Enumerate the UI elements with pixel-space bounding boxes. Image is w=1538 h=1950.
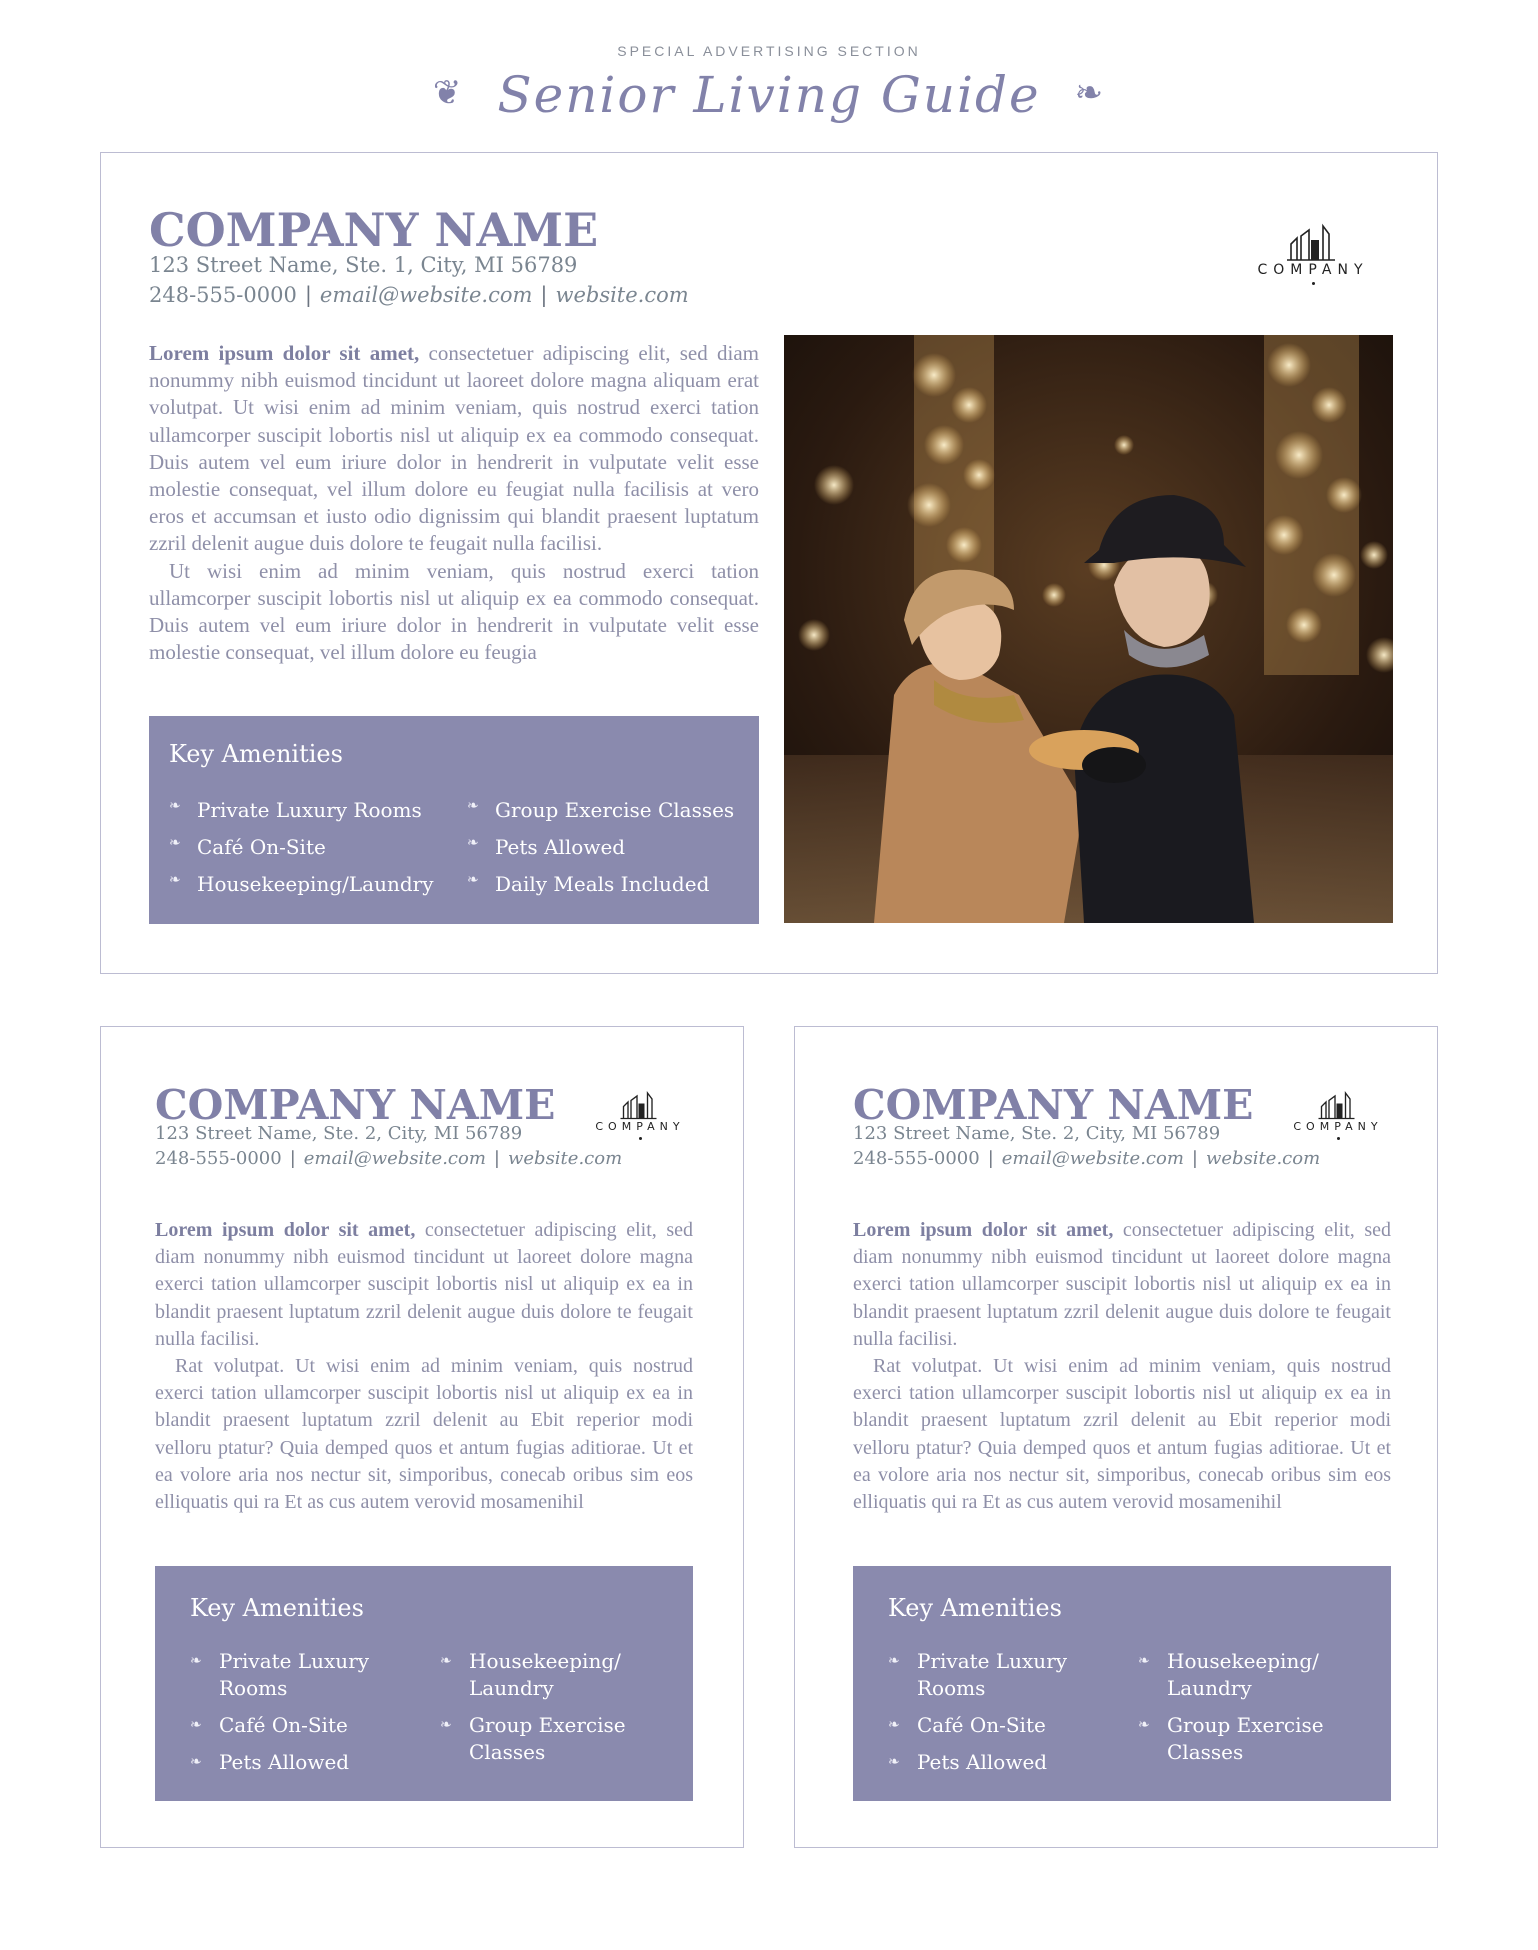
- amenity-item: [190, 1648, 410, 1702]
- bullet-flourish-icon: ❧: [169, 798, 181, 814]
- bl-phone: 248-555-0000: [155, 1148, 282, 1169]
- bl-address: 123 Street Name, Ste. 2, City, MI 56789: [155, 1123, 523, 1144]
- top-address: 123 Street Name, Ste. 1, City, MI 56789: [149, 253, 578, 277]
- top-body-p1-rest: consectetuer adipiscing elit, sed diam nonummy nibh euismod tincidunt ut laoreet dolore magna aliquam erat volutpat. Ut wisi enim ad minim veniam, quis nostrud exerci tation ullamcorper suscipit lobortis nisl ut aliquip ex ea commodo consequat. Duis autem vel eum iriure dolor in hendrerit in vulputate velit esse molestie consequat, vel illum dolore eu feugiat nulla facilisis at vero eros et accumsan et iusto odio dignissim qui blandit praesent luptatum zzril delenit augue duis dolore te feugait nulla facilisi.: [149, 341, 759, 556]
- top-website-link[interactable]: website.com: [555, 283, 689, 307]
- amenity-item: [888, 1749, 1108, 1776]
- amenity-label: Housekeeping/ Laundry: [1167, 1649, 1319, 1700]
- amenity-item: [888, 1712, 1108, 1739]
- top-body-lead: Lorem ipsum dolor sit amet,: [149, 341, 420, 365]
- br-email-link[interactable]: email@website.com: [1001, 1148, 1184, 1169]
- bullet-flourish-icon: ❧: [440, 1717, 452, 1733]
- amenity-item: [169, 798, 459, 835]
- bullet-flourish-icon: ❧: [1138, 1653, 1150, 1669]
- bl-body-p2: Rat volutpat. Ut wisi enim ad minim veniam, quis nostrud exerci tation ullamcorper suscipit lobortis nisl ut aliquip ex ea in blandit praesent luptatum zzril delenit au Ebit reperior modi velloru ptatur? Quia demped quos et antum fugias aditiorae. Ut et ea volore aria nos nectur sit, simporibus, conecab oribus sim eos elliquatis qui ra Et as cus autem verovid mosamenihil: [155, 1355, 693, 1514]
- couple-dancing-photo: [784, 335, 1393, 923]
- br-body-lead: Lorem ipsum dolor sit amet,: [853, 1219, 1114, 1241]
- br-amenities-title: Key Amenities: [888, 1594, 1062, 1622]
- top-company-logo: [1248, 222, 1378, 285]
- bl-amenities-title: Key Amenities: [190, 1594, 364, 1622]
- br-body-text: [853, 1217, 1391, 1516]
- bullet-flourish-icon: ❧: [1138, 1717, 1150, 1733]
- amenity-item: [467, 835, 757, 872]
- top-amenities-col-left: [169, 798, 459, 909]
- amenity-item: [440, 1712, 660, 1766]
- guide-title-text: Senior Living Guide: [497, 66, 1041, 124]
- amenity-label: Café On-Site: [219, 1713, 348, 1737]
- amenity-label: Pets Allowed: [495, 835, 626, 859]
- bullet-flourish-icon: ❧: [467, 798, 479, 814]
- top-amenities-box: [149, 716, 759, 924]
- bullet-flourish-icon: ❧: [888, 1754, 900, 1770]
- amenity-label: Housekeeping/ Laundry: [469, 1649, 621, 1700]
- amenity-item: [1138, 1712, 1358, 1766]
- top-email-link[interactable]: email@website.com: [319, 283, 533, 307]
- logo-dot: [639, 1137, 642, 1140]
- bl-body-lead: Lorem ipsum dolor sit amet,: [155, 1219, 416, 1241]
- amenity-label: Daily Meals Included: [495, 872, 710, 896]
- br-phone: 248-555-0000: [853, 1148, 980, 1169]
- bl-website-link[interactable]: website.com: [507, 1148, 623, 1169]
- amenity-label: Group Exercise Classes: [469, 1713, 626, 1764]
- br-body-p1: [853, 1217, 1391, 1353]
- bl-company-name: COMPANY NAME: [155, 1081, 556, 1129]
- top-contact-line: 248-555-0000 | email@website.com | website.com: [149, 283, 689, 307]
- amenity-label: Pets Allowed: [219, 1750, 350, 1774]
- bl-email-link[interactable]: email@website.com: [303, 1148, 486, 1169]
- top-amenities-col-right: [467, 798, 757, 909]
- top-body-p1: [149, 340, 759, 558]
- bl-contact-line: 248-555-0000 | email@website.com | website.com: [155, 1148, 623, 1169]
- amenity-label: Café On-Site: [917, 1713, 1046, 1737]
- bullet-flourish-icon: ❧: [169, 835, 181, 851]
- br-company-name: COMPANY NAME: [853, 1081, 1254, 1129]
- photo-illustration: [784, 335, 1393, 923]
- br-amenities-col-left: [888, 1648, 1108, 1776]
- br-logo-text: COMPANY: [1293, 1120, 1383, 1133]
- top-body-text: [149, 340, 759, 666]
- guide-title: [0, 66, 1538, 124]
- bullet-flourish-icon: ❧: [467, 835, 479, 851]
- flourish-left-icon: ❦: [432, 73, 464, 113]
- amenity-item: [467, 798, 757, 835]
- amenity-label: Café On-Site: [197, 835, 326, 859]
- bullet-flourish-icon: ❧: [190, 1717, 202, 1733]
- br-amenities-col-right: [1138, 1648, 1358, 1766]
- amenity-label: Group Exercise Classes: [495, 798, 735, 822]
- amenity-item: [190, 1749, 410, 1776]
- bullet-flourish-icon: ❧: [169, 872, 181, 888]
- top-logo-text: COMPANY: [1257, 262, 1369, 278]
- bl-amenities-box: [155, 1566, 693, 1801]
- amenity-item: [467, 872, 757, 909]
- top-company-name: COMPANY NAME: [149, 203, 599, 257]
- bullet-flourish-icon: ❧: [440, 1653, 452, 1669]
- amenity-label: Pets Allowed: [917, 1750, 1048, 1774]
- br-address: 123 Street Name, Ste. 2, City, MI 56789: [853, 1123, 1221, 1144]
- amenity-label: Private Luxury Rooms: [197, 798, 422, 822]
- bl-amenities-col-right: [440, 1648, 660, 1766]
- amenity-item: [169, 835, 459, 872]
- building-logo-icon: [617, 1090, 663, 1120]
- amenity-item: [440, 1648, 660, 1702]
- amenity-label: Private Luxury Rooms: [917, 1649, 1068, 1700]
- amenity-label: Private Luxury Rooms: [219, 1649, 370, 1700]
- top-body-p2: Ut wisi enim ad minim veniam, quis nostrud exerci tation ullamcorper suscipit lobortis nisl ut aliquip ex ea commodo consequat. Duis autem vel eum iriure dolor in hendrerit in vulputate velit esse molestie consequat, vel illum dolore eu feugia: [149, 558, 759, 665]
- bl-body-p1: [155, 1217, 693, 1353]
- amenity-label: Group Exercise Classes: [1167, 1713, 1324, 1764]
- building-logo-icon: [1283, 222, 1343, 262]
- br-body-p1-rest: consectetuer adipiscing elit, sed diam nonummy nibh euismod tincidunt ut laoreet dolore magna exerci tation ullamcorper suscipit lobortis nisl ut aliquip ex ea in blandit praesent luptatum zzril delenit augue duis dolore te feugait nulla facilisi.: [853, 1219, 1392, 1350]
- bullet-flourish-icon: ❧: [888, 1717, 900, 1733]
- br-body-p2: Rat volutpat. Ut wisi enim ad minim veniam, quis nostrud exerci tation ullamcorper suscipit lobortis nisl ut aliquip ex ea in blandit praesent luptatum zzril delenit au Ebit reperior modi velloru ptatur? Quia demped quos et antum fugias aditiorae. Ut et ea volore aria nos nectur sit, simporibus, conecab oribus sim eos elliquatis qui ra Et as cus autem verovid mosamenihil: [853, 1355, 1391, 1514]
- bullet-flourish-icon: ❧: [190, 1754, 202, 1770]
- br-contact-line: 248-555-0000 | email@website.com | website.com: [853, 1148, 1321, 1169]
- amenity-item: [888, 1648, 1108, 1702]
- building-logo-icon: [1315, 1090, 1361, 1120]
- top-phone: 248-555-0000: [149, 283, 297, 307]
- bl-company-logo: [588, 1090, 692, 1140]
- bullet-flourish-icon: ❧: [467, 872, 479, 888]
- logo-dot: [1312, 282, 1315, 285]
- br-amenities-box: [853, 1566, 1391, 1801]
- top-amenities-title: Key Amenities: [169, 740, 343, 768]
- bl-logo-text: COMPANY: [595, 1120, 685, 1133]
- logo-dot: [1337, 1137, 1340, 1140]
- bullet-flourish-icon: ❧: [888, 1653, 900, 1669]
- bl-body-text: [155, 1217, 693, 1516]
- br-company-logo: [1286, 1090, 1390, 1140]
- bl-body-p1-rest: consectetuer adipiscing elit, sed diam nonummy nibh euismod tincidunt ut laoreet dolore magna exerci tation ullamcorper suscipit lobortis nisl ut aliquip ex ea in blandit praesent luptatum zzril delenit augue duis dolore te feugait nulla facilisi.: [155, 1219, 694, 1350]
- amenity-item: [1138, 1648, 1358, 1702]
- amenity-label: Housekeeping/Laundry: [197, 872, 434, 896]
- amenity-item: [190, 1712, 410, 1739]
- bullet-flourish-icon: ❧: [190, 1653, 202, 1669]
- br-website-link[interactable]: website.com: [1205, 1148, 1321, 1169]
- flourish-right-icon: ❧: [1074, 73, 1106, 113]
- amenity-item: [169, 872, 459, 909]
- bl-amenities-col-left: [190, 1648, 410, 1776]
- section-kicker: SPECIAL ADVERTISING SECTION: [617, 43, 921, 59]
